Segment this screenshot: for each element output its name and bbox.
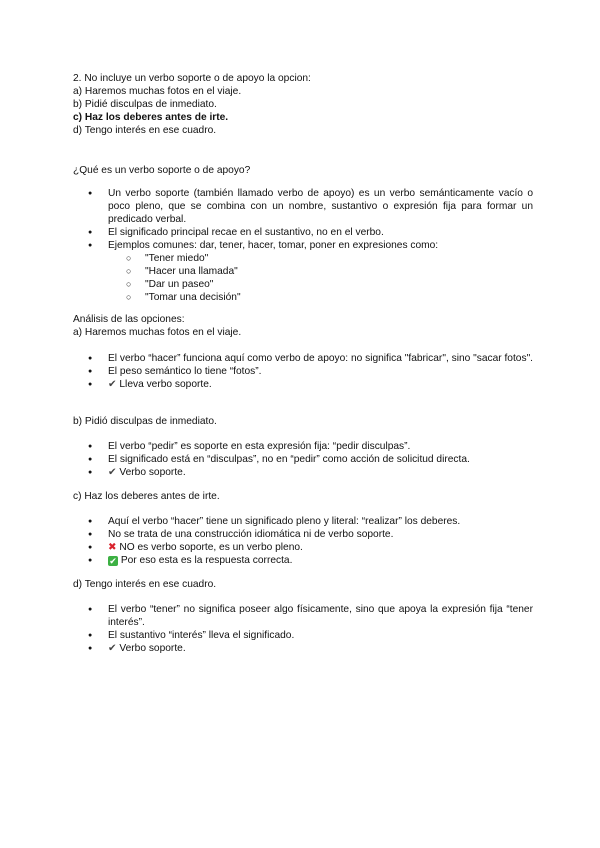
definition-bullet: ● Un verbo soporte (también llamado verbo de apoyo) es un verbo semánticamente vacío o poco pleno, que se combina con un nombre, sustantivo o expresión fija para formar un predicado verbal. bbox=[73, 187, 533, 226]
cross-mark-icon: ✖ bbox=[108, 542, 117, 553]
analysis-d-bullet: ● El verbo “tener” no significa poseer algo físicamente, sino que apoya la expresión fija “tener interés”. bbox=[73, 603, 533, 629]
analysis-a-title: a) Haremos muchas fotos en el viaje. bbox=[73, 327, 242, 338]
analysis-a-bullet: ● El verbo “hacer” funciona aquí como verbo de apoyo: no significa "fabricar", sino "sacar fotos". bbox=[73, 352, 533, 365]
analysis-b-list bbox=[73, 440, 533, 479]
option-a: a) Haremos muchas fotos en el viaje. bbox=[73, 86, 242, 97]
option-c: c) Haz los deberes antes de irte. bbox=[73, 112, 229, 123]
analysis-c-list bbox=[73, 515, 533, 567]
analysis-c-bullet: ● ✔ Por eso esta es la respuesta correcta. bbox=[73, 554, 533, 567]
example-item: ○ "Tener miedo" bbox=[73, 252, 533, 265]
analysis-header bbox=[73, 313, 533, 339]
definition-heading: ¿Qué es un verbo soporte o de apoyo? bbox=[73, 165, 251, 176]
question-title: 2. No incluye un verbo soporte o de apoyo la opcion: bbox=[73, 73, 311, 84]
check-icon: ✔ bbox=[108, 379, 117, 390]
analysis-b-bullet: ● El verbo “pedir” es soporte en esta expresión fija: “pedir disculpas”. bbox=[73, 440, 533, 453]
example-item: ○ "Tomar una decisión" bbox=[73, 291, 533, 304]
analysis-b-bullet: ● El significado está en “disculpas”, no en “pedir” como acción de solicitud directa. bbox=[73, 453, 533, 466]
analysis-d-title: d) Tengo interés en ese cuadro. bbox=[73, 579, 217, 590]
analysis-b-bullet: ● ✔ Verbo soporte. bbox=[73, 466, 533, 479]
analysis-c-bullet: ● ✖ NO es verbo soporte, es un verbo pleno. bbox=[73, 541, 533, 554]
analysis-d-list bbox=[73, 603, 533, 655]
analysis-c-title: c) Haz los deberes antes de irte. bbox=[73, 491, 220, 502]
definition-bullet: ● El significado principal recae en el sustantivo, no en el verbo. bbox=[73, 226, 533, 239]
analysis-heading: Análisis de las opciones: bbox=[73, 314, 185, 325]
analysis-d-bullet: ● ✔ Verbo soporte. bbox=[73, 642, 533, 655]
analysis-d-bullet: ● El sustantivo “interés” lleva el significado. bbox=[73, 629, 533, 642]
check-box-icon: ✔ bbox=[109, 556, 117, 566]
check-icon: ✔ bbox=[108, 467, 117, 478]
check-icon: ✔ bbox=[108, 643, 117, 654]
option-d: d) Tengo interés en ese cuadro. bbox=[73, 125, 217, 136]
analysis-a-bullet: ● ✔ Lleva verbo soporte. bbox=[73, 378, 533, 391]
analysis-c-bullet: ● No se trata de una construcción idiomática ni de verbo soporte. bbox=[73, 528, 533, 541]
analysis-b-title: b) Pidió disculpas de inmediato. bbox=[73, 416, 217, 427]
question-block bbox=[73, 72, 533, 137]
analysis-a-bullet: ● El peso semántico lo tiene “fotos”. bbox=[73, 365, 533, 378]
example-item: ○ "Hacer una llamada" bbox=[73, 265, 533, 278]
option-b: b) Pidié disculpas de inmediato. bbox=[73, 99, 217, 110]
analysis-a-list bbox=[73, 352, 533, 391]
example-item: ○ "Dar un paseo" bbox=[73, 278, 533, 291]
analysis-c-bullet: ● Aquí el verbo “hacer” tiene un significado pleno y literal: “realizar” los deberes. bbox=[73, 515, 533, 528]
definition-bullet: ● Ejemplos comunes: dar, tener, hacer, tomar, poner en expresiones como: bbox=[73, 239, 533, 252]
definition-list bbox=[73, 187, 533, 304]
